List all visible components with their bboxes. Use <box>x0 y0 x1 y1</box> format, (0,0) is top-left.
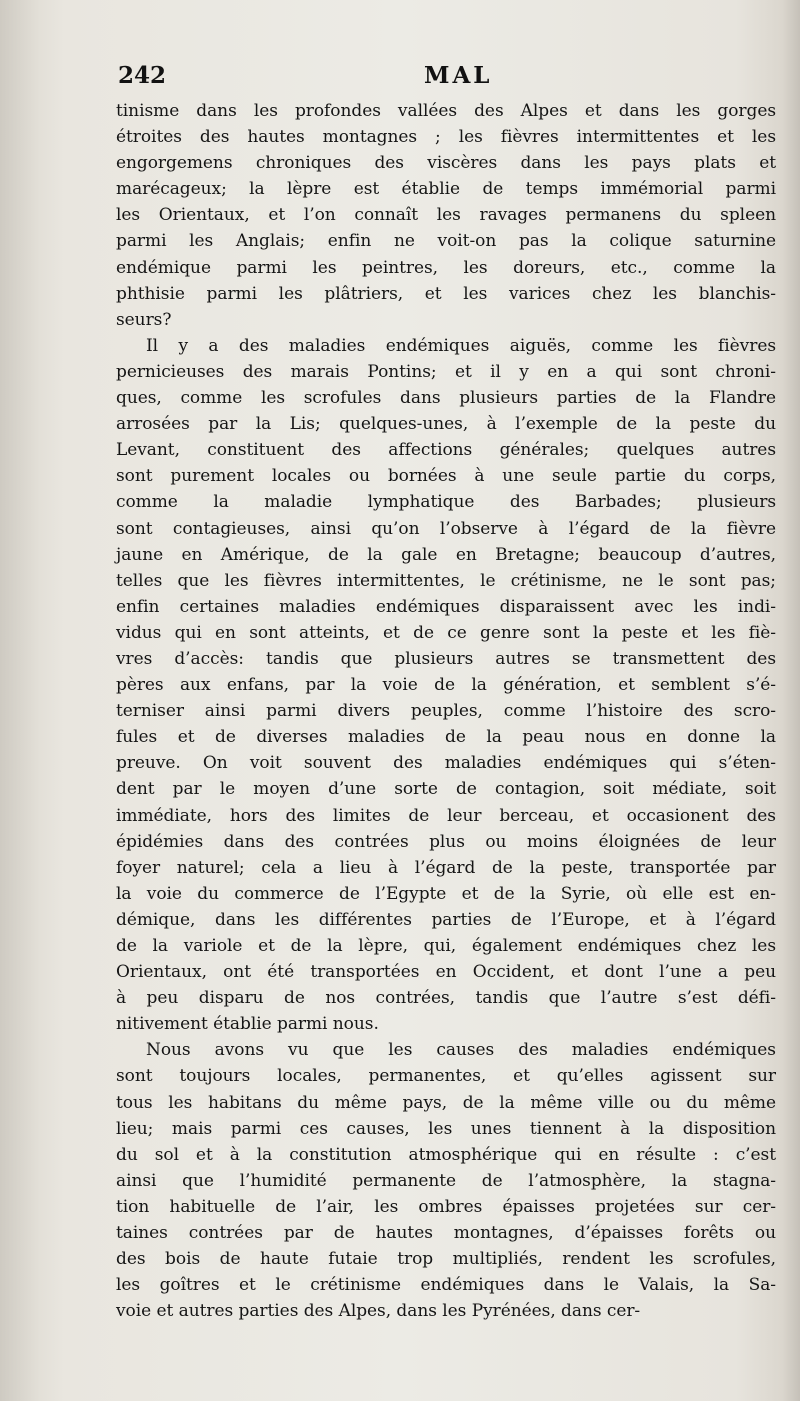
text-line: à peu disparu de nos contrées, tandis que l’autre s’est défi- <box>116 988 776 1009</box>
text-line: de la variole et de la lèpre, qui, également endémiques chez les <box>116 936 776 956</box>
text-line: du sol et à la constitution atmosphérique qui en résulte : c’est <box>116 1144 776 1165</box>
text-line: vres d’accès: tandis que plusieurs autres se transmettent des <box>116 648 776 669</box>
text-line: étroites des hautes montagnes ; les fièvres intermittentes et les <box>116 127 776 148</box>
page-gutter-shadow <box>0 0 40 1401</box>
paragraph <box>116 98 776 333</box>
page-edge-shadow <box>782 0 800 1401</box>
text-line: jaune en Amérique, de la gale en Bretagne; beaucoup d’autres, <box>116 544 776 565</box>
text-line: comme la maladie lymphatique des Barbades; plusieurs <box>116 492 776 513</box>
page-header <box>118 62 778 96</box>
text-line: phthisie parmi les plâtriers, et les varices chez les blanchis- <box>116 283 776 304</box>
text-line: vidus qui en sont atteints, et de ce genre sont la peste et les fiè- <box>116 622 776 643</box>
text-line: tous les habitans du même pays, de la même ville ou du même <box>116 1092 776 1113</box>
text-line: ques, comme les scrofules dans plusieurs parties de la Flandre <box>116 388 776 409</box>
text-line: Il y a des maladies endémiques aiguës, comme les fièvres <box>146 335 776 356</box>
text-line: telles que les fièvres intermittentes, le crétinisme, ne le sont pas; <box>116 570 776 591</box>
paragraph <box>116 1037 776 1324</box>
text-line: sont contagieuses, ainsi qu’on l’observe à l’égard de la fièvre <box>116 518 776 539</box>
text-line: sont purement locales ou bornées à une seule partie du corps, <box>116 466 776 487</box>
text-line: la voie du commerce de l’Egypte et de la Syrie, où elle est en- <box>116 883 776 904</box>
text-line: Orientaux, ont été transportées en Occident, et dont l’une a peu <box>116 962 776 983</box>
text-line: enfin certaines maladies endémiques disparaissent avec les indi- <box>116 596 776 617</box>
text-line: Levant, constituent des affections générales; quelques autres <box>116 440 776 461</box>
text-line: sont toujours locales, permanentes, et qu’elles agissent sur <box>116 1066 776 1087</box>
running-title: MAL <box>424 62 493 89</box>
text-line: voie et autres parties des Alpes, dans les Pyrénées, dans cer- <box>116 1301 641 1322</box>
page-number: 242 <box>118 62 167 89</box>
text-line: engorgemens chroniques des viscères dans les pays plats et <box>116 153 776 174</box>
text-line: immédiate, hors des limites de leur berceau, et occasionent des <box>116 805 776 826</box>
text-line: ainsi que l’humidité permanente de l’atmosphère, la stagna- <box>116 1170 776 1191</box>
body-text <box>116 98 776 1324</box>
text-line: fules et de diverses maladies de la peau nous en donne la <box>116 727 776 748</box>
text-line: tinisme dans les profondes vallées des Alpes et dans les gorges <box>116 101 776 121</box>
text-line: pères aux enfans, par la voie de la génération, et semblent s’é- <box>116 675 776 696</box>
text-line: nitivement établie parmi nous. <box>116 1014 379 1035</box>
paragraph <box>116 333 776 1038</box>
text-line: foyer naturel; cela a lieu à l’égard de la peste, transportée par <box>116 857 776 878</box>
text-line: tion habituelle de l’air, les ombres épaisses projetées sur cer- <box>116 1196 776 1217</box>
text-line: marécageux; la lèpre est établie de temps immémorial parmi <box>116 179 776 200</box>
text-line: Nous avons vu que les causes des maladies endémiques <box>146 1040 776 1061</box>
text-line: lieu; mais parmi ces causes, les unes tiennent à la disposition <box>116 1118 776 1139</box>
text-line: épidémies dans des contrées plus ou moins éloignées de leur <box>116 831 776 852</box>
text-line: parmi les Anglais; enfin ne voit-on pas la colique saturnine <box>116 231 776 252</box>
text-line: des bois de haute futaie trop multipliés, rendent les scrofules, <box>116 1249 776 1270</box>
text-line: démique, dans les différentes parties de l’Europe, et à l’égard <box>116 909 776 930</box>
text-line: seurs? <box>116 309 172 330</box>
text-line: preuve. On voit souvent des maladies endémiques qui s’éten- <box>116 753 776 774</box>
text-line: les Orientaux, et l’on connaît les ravages permanens du spleen <box>116 205 776 226</box>
text-line: dent par le moyen d’une sorte de contagion, soit médiate, soit <box>116 779 776 800</box>
text-line: endémique parmi les peintres, les doreurs, etc., comme la <box>116 257 776 278</box>
text-line: arrosées par la Lis; quelques-unes, à l’exemple de la peste du <box>116 414 776 435</box>
text-line: terniser ainsi parmi divers peuples, comme l’histoire des scro- <box>116 701 776 722</box>
text-line: les goîtres et le crétinisme endémiques dans le Valais, la Sa- <box>116 1275 776 1296</box>
text-line: pernicieuses des marais Pontins; et il y en a qui sont chroni- <box>116 361 776 382</box>
text-line: taines contrées par de hautes montagnes, d’épaisses forêts ou <box>116 1223 776 1244</box>
